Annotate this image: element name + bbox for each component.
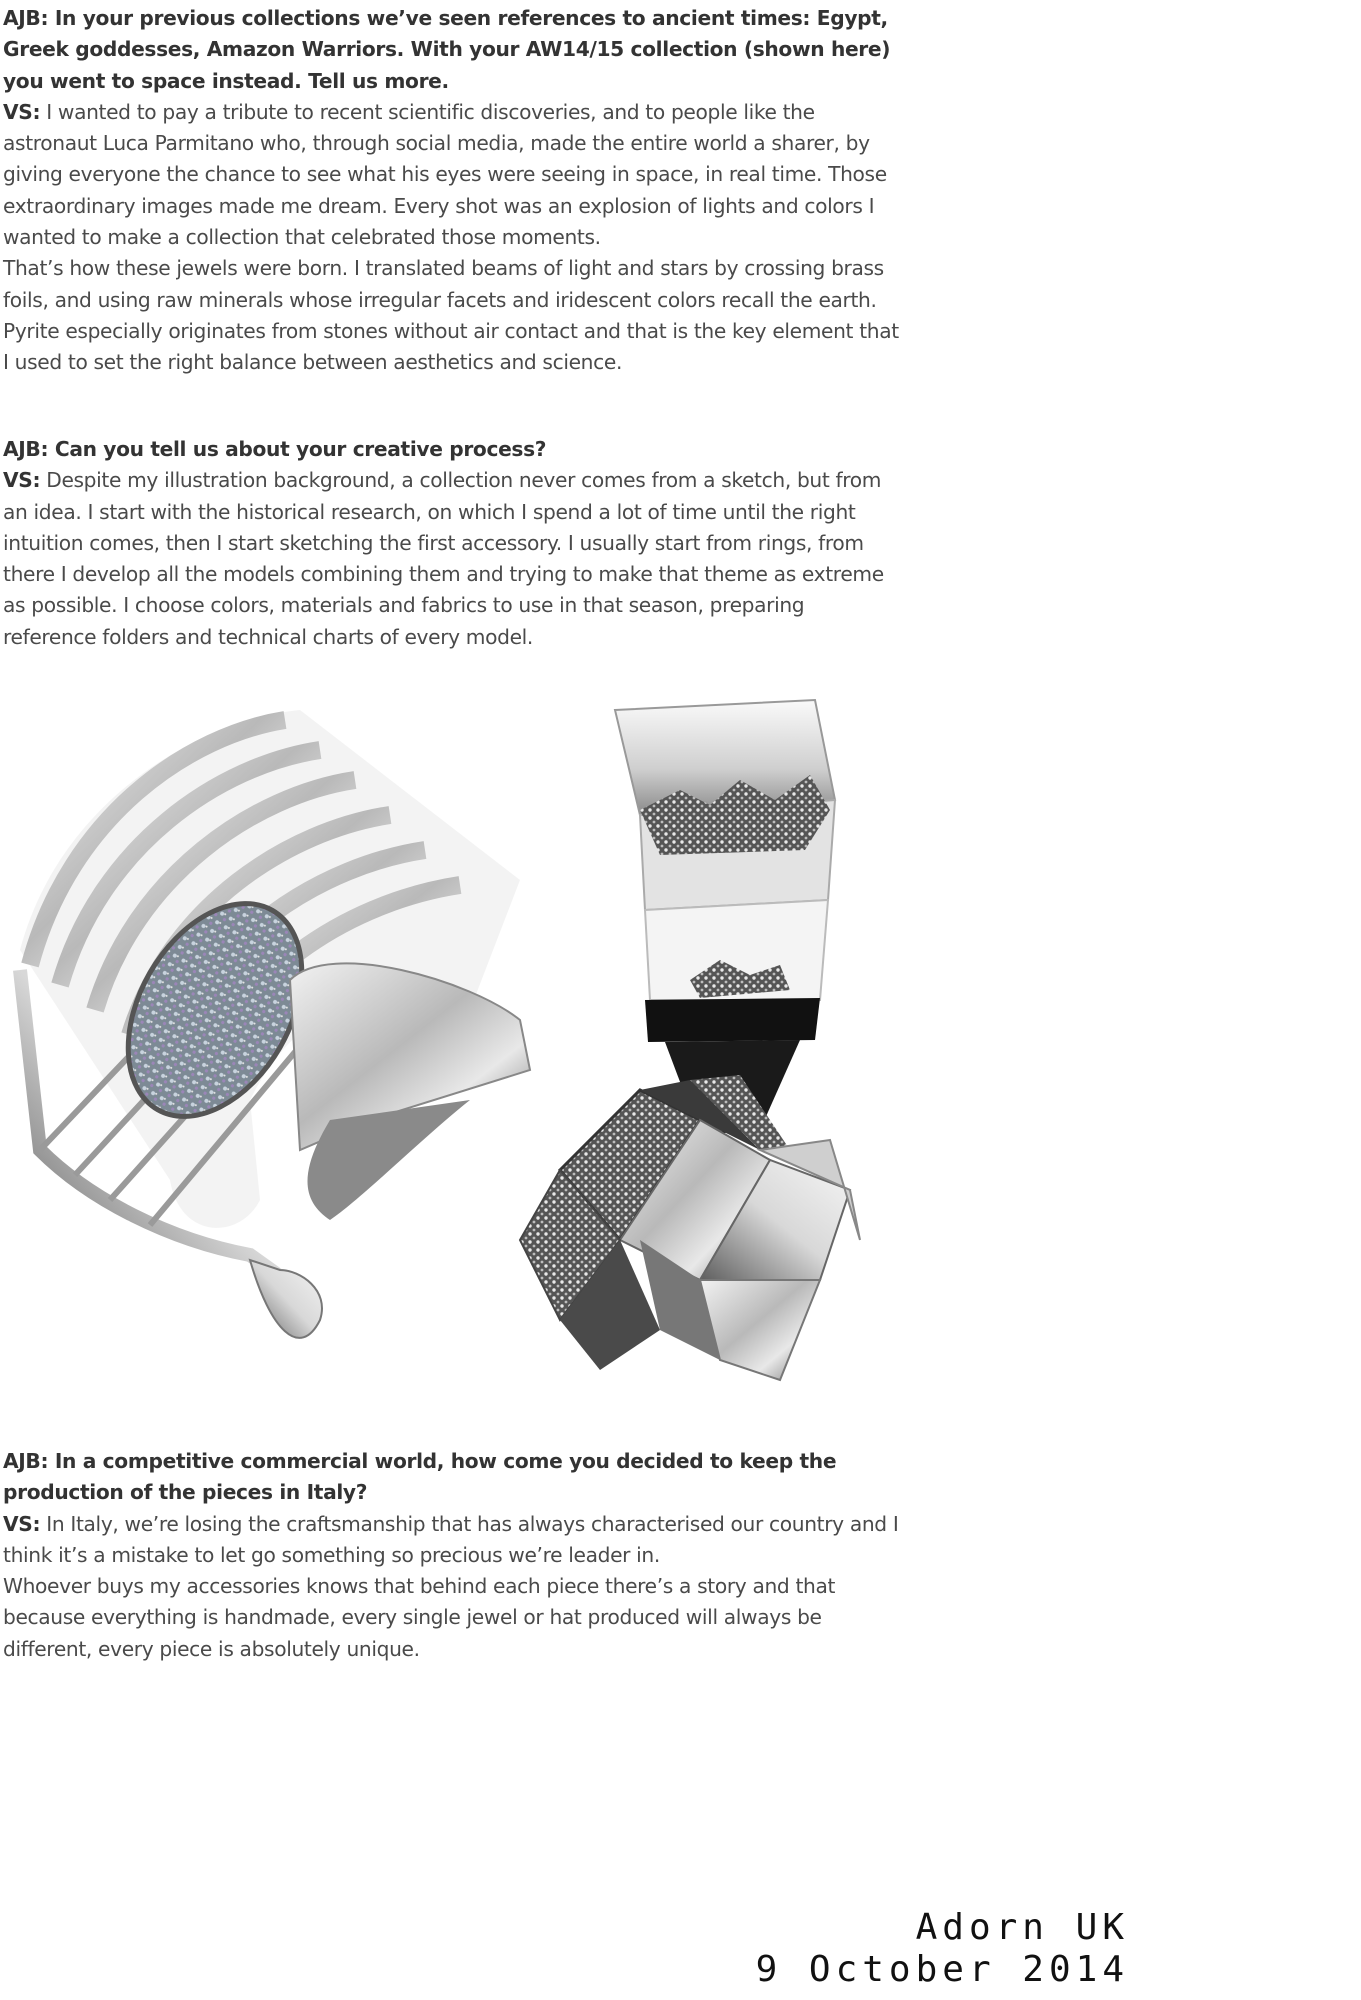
answer-speaker-label: VS: <box>3 1511 41 1536</box>
cuff-bracelet <box>20 710 530 1338</box>
answer-text: I wanted to pay a tribute to recent scientific discoveries, and to people like the astronaut Luca Parmitano who, through social media, made the entire world a sharer, by giving everyone the chance to see what his eyes were seeing in space, in real time. Those extraordinary images made me dream. Every shot was an explosion of lights and colors I wanted to make a collection that celebrated those moments. <box>3 99 887 250</box>
interview-answer <box>3 1509 903 1572</box>
publication-date: 9 October 2014 <box>755 1949 1129 1990</box>
angular-pyrite-ring <box>520 1075 860 1380</box>
answer-text: Despite my illustration background, a collection never comes from a sketch, but from an idea. I start with the historical research, on which I spend a lot of time until the right intuition comes, then I start sketching the first accessory. I usually start from rings, from there I develop all the models combining them and trying to make that theme as extreme as possible. I choose colors, materials and fabrics to use in that season, preparing reference folders and technical charts of every model. <box>3 468 884 649</box>
crystal-cube-ring <box>615 700 835 1135</box>
interview-answer <box>3 465 903 653</box>
qa-block-creative-process <box>3 434 903 653</box>
answer-speaker-label: VS: <box>3 468 41 493</box>
interview-question: AJB: In your previous collections we’ve seen references to ancient times: Egypt, Greek goddesses, Amazon Warriors. With your AW14/15 collection (shown here) you went to space instead. Tell us more. <box>3 6 891 93</box>
qa-block-production-italy <box>3 1446 903 1665</box>
source-publication: Adorn UK <box>915 1907 1129 1948</box>
answer-speaker-label: VS: <box>3 99 41 124</box>
answer-continuation: Whoever buys my accessories knows that behind each piece there’s a story and that because everything is handmade, every single jewel or hat produced will always be different, every piece is absolutely unique. <box>3 1574 836 1661</box>
qa-block-space-collection <box>3 3 903 379</box>
answer-text: In Italy, we’re losing the craftsmanship that has always characterised our country and I think it’s a mistake to let go something so precious we’re leader in. <box>3 1511 899 1567</box>
jewellery-photo <box>0 680 880 1410</box>
interview-question: AJB: In a competitive commercial world, how come you decided to keep the production of the pieces in Italy? <box>3 1449 837 1505</box>
interview-question: AJB: Can you tell us about your creative process? <box>3 437 547 461</box>
answer-continuation: That’s how these jewels were born. I translated beams of light and stars by crossing brass foils, and using raw minerals whose irregular facets and iridescent colors recall the earth. Pyrite especially originates from stones without air contact and that is the key element that I used to set the right balance between aesthetics and science. <box>3 256 899 375</box>
interview-answer <box>3 97 903 253</box>
